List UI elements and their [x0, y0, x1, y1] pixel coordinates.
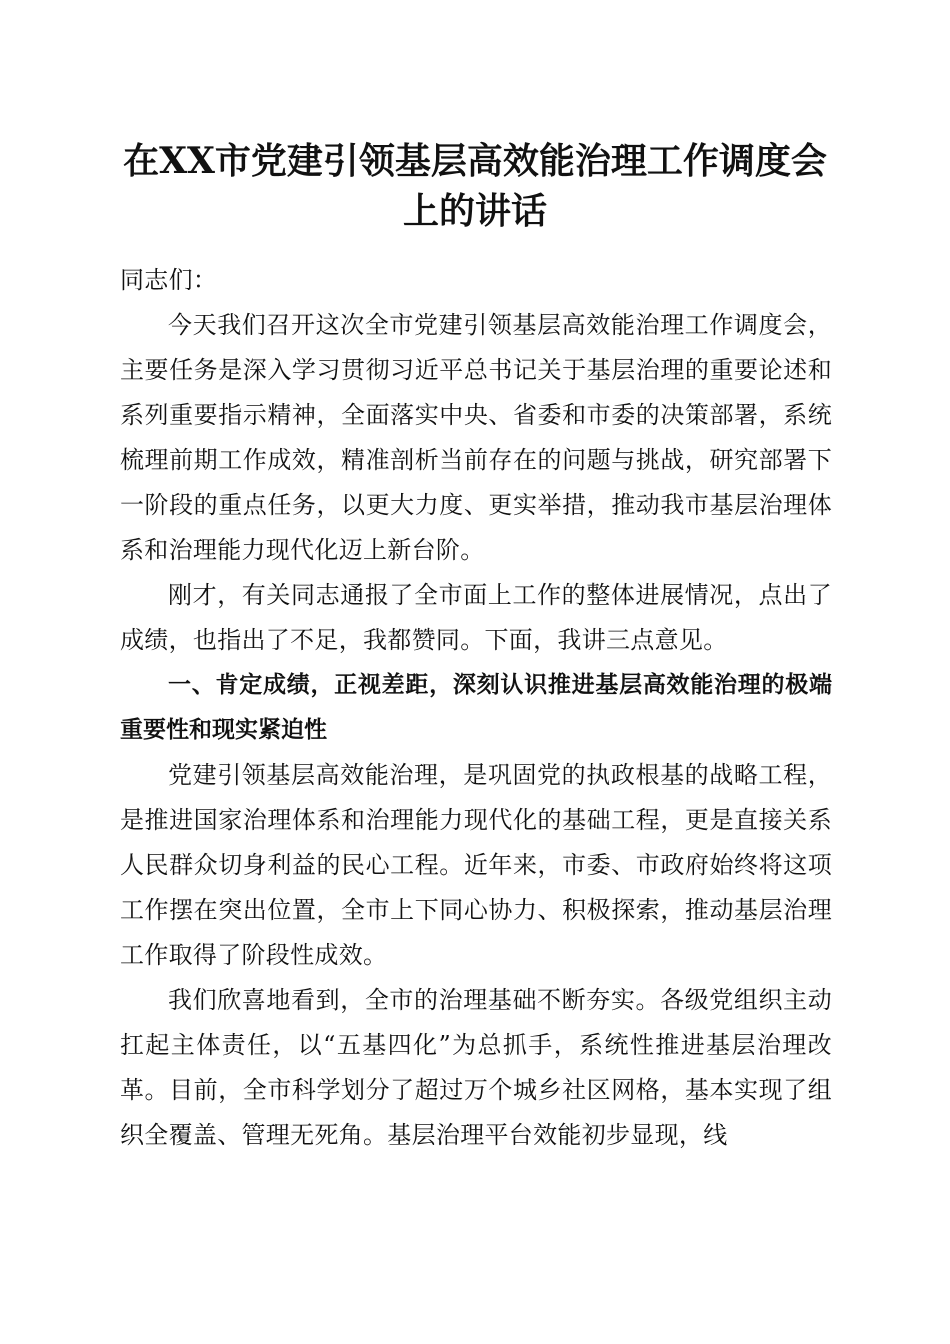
section-heading-1: 一、肯定成绩，正视差距，深刻认识推进基层高效能治理的极端重要性和现实紧迫性 — [120, 672, 832, 743]
paragraph-transition: 刚才，有关同志通报了全市面上工作的整体进展情况，点出了成绩，也指出了不足，我都赞同。下面，我讲三点意见。 — [120, 581, 832, 654]
section-paragraph: 我们欣喜地看到，全市的治理基础不断夯实。各级党组织主动扛起主体责任，以“五基四化”为总抓手，系统性推进基层治理改革。目前，全市科学划分了超过万个城乡社区网格，基本实现了组织全覆盖、管理无死角。基层治理平台效能初步显现，线 — [120, 986, 832, 1149]
title-line-2: 上的讲话 — [402, 190, 547, 232]
salutation: 同志们： — [120, 266, 218, 294]
document-body — [120, 258, 832, 1158]
title-line-1: 在XX市党建引领基层高效能治理工作调度会 — [123, 140, 827, 182]
document-title — [112, 136, 838, 236]
paragraph-opening: 今天我们召开这次全市党建引领基层高效能治理工作调度会，主要任务是深入学习贯彻习近平总书记关于基层治理的重要论述和系列重要指示精神，全面落实中央、省委和市委的决策部署，系统梳理前期工作成效，精准剖析当前存在的问题与挑战，研究部署下一阶段的重点任务，以更大力度、更实举措，推动我市基层治理体系和治理能力现代化迈上新台阶。 — [120, 311, 832, 564]
section-paragraph: 党建引领基层高效能治理，是巩固党的执政根基的战略工程，是推进国家治理体系和治理能力现代化的基础工程，更是直接关系人民群众切身利益的民心工程。近年来，市委、市政府始终将这项工作摆在突出位置，全市上下同心协力、积极探索，推动基层治理工作取得了阶段性成效。 — [120, 761, 832, 969]
